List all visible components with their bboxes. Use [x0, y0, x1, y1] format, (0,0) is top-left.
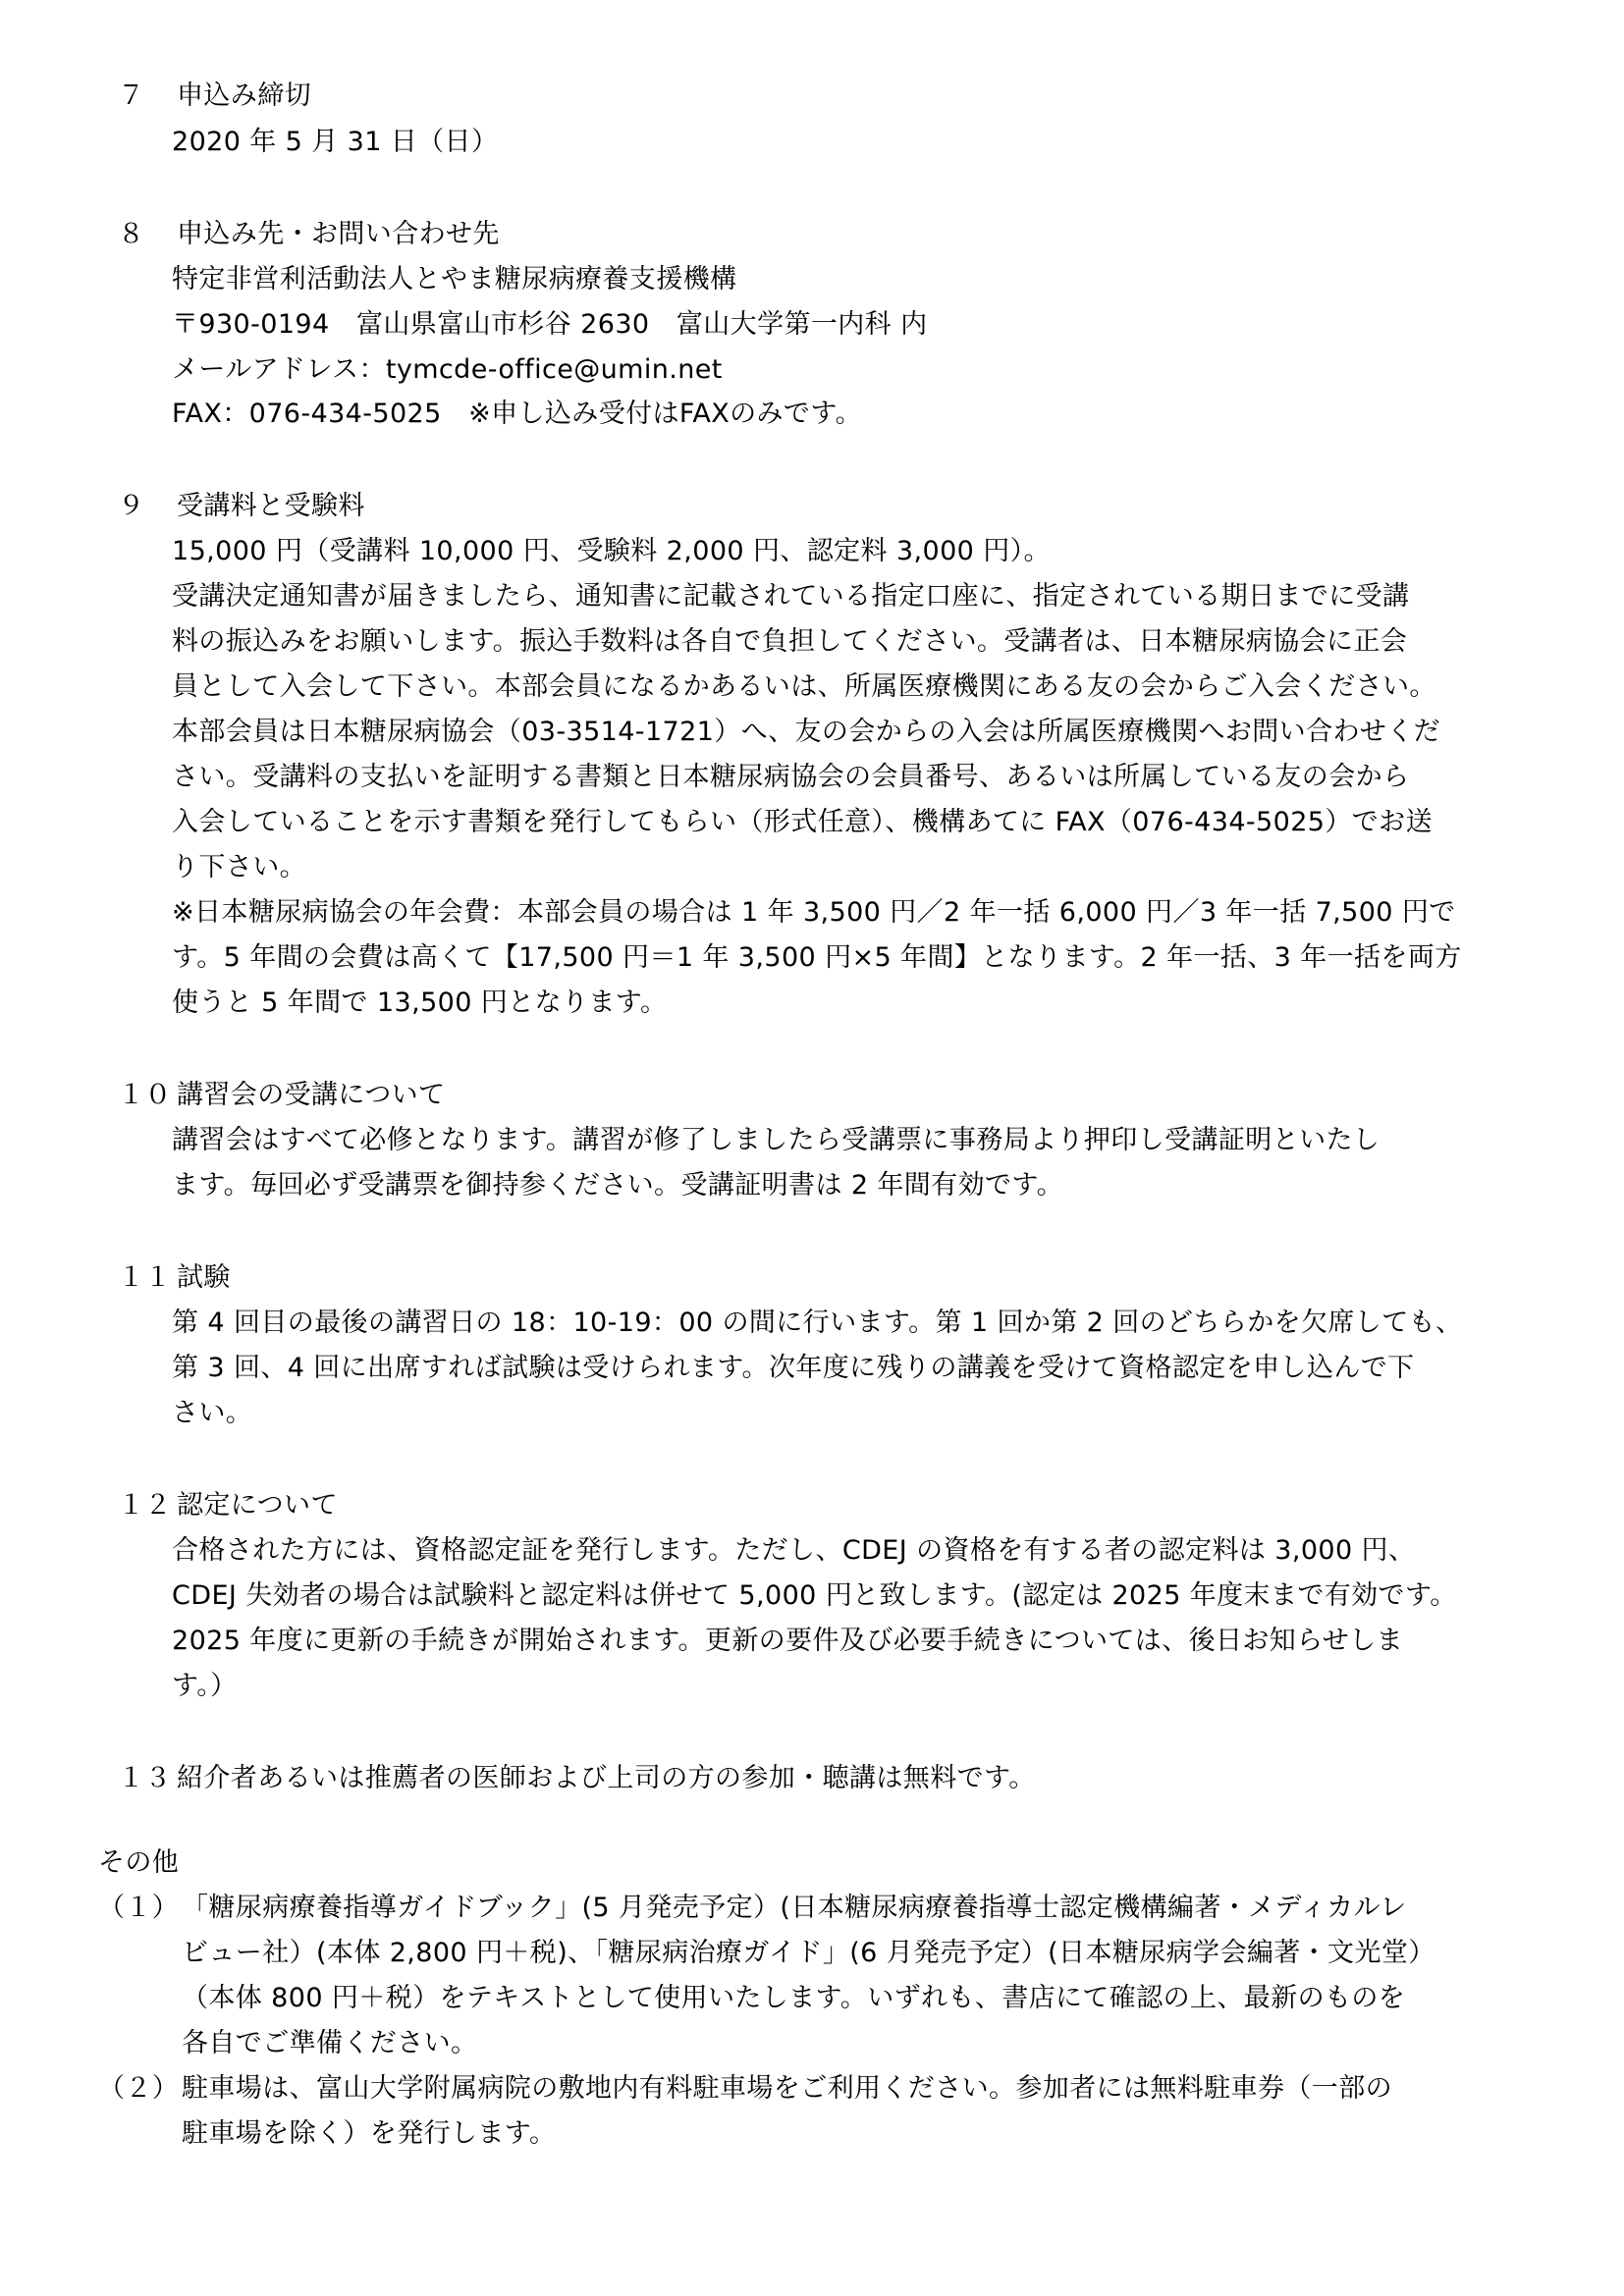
section-title: 申込み締切 — [177, 80, 311, 111]
section-number: ７ — [118, 80, 145, 111]
section-line: 2025 年度に更新の手続きが開始されます。更新の要件及び必要手続きについては、後日お知らせしま — [172, 1626, 1403, 1656]
section-line: 入会していることを示す書類を発行してもらい（形式任意）、機構あてに FAX（076-434-5025）でお送 — [172, 807, 1433, 837]
section-line: ます。毎回必ず受講票を御持参ください。受講証明書は 2 年間有効です。 — [172, 1170, 1064, 1201]
section-line: 合格された方には、資格認定証を発行します。ただし、CDEJ の資格を有する者の認定料は 3,000 円、 — [172, 1535, 1416, 1566]
section-line: 特定非営利活動法人とやま糖尿病療養支援機構 — [172, 264, 737, 294]
section-line: 講習会はすべて必修となります。講習が修了しましたら受講票に事務局より押印し受講証明といたし — [172, 1125, 1380, 1155]
section-line: 使うと 5 年間で 13,500 円となります。 — [172, 988, 668, 1018]
section-line: り下さい。 — [172, 852, 306, 882]
section-number: １２ — [118, 1490, 172, 1521]
section-title: 紹介者あるいは推薦者の医師および上司の方の参加・聴講は無料です。 — [177, 1763, 1036, 1793]
section-number: １０ — [118, 1080, 172, 1110]
section-line: 本部会員は日本糖尿病協会（03-3514-1721）へ、友の会からの入会は所属医療機関へお問い合わせくだ — [172, 717, 1441, 747]
section-line: CDEJ 失効者の場合は試験料と認定料は併せて 5,000 円と致します。(認定は 2025 年度末まで有効です。 — [172, 1580, 1457, 1611]
section-line: 2020 年 5 月 31 日（日） — [172, 127, 499, 157]
note-number: （１） — [98, 1893, 180, 1923]
section-number: １１ — [118, 1262, 172, 1293]
section-line: さい。 — [172, 1398, 253, 1428]
section-line: 第 4 回目の最後の講習日の 18：10-19：00 の間に行います。第 1 回か第 2 回のどちらかを欠席しても、 — [172, 1308, 1463, 1338]
note-line: 「糖尿病療養指導ガイドブック」(5 月発売予定）(日本糖尿病療養指導士認定機構編著・メディカルレ — [182, 1893, 1407, 1923]
section-title: 試験 — [177, 1262, 231, 1293]
section-line: 料の振込みをお願いします。振込手数料は各自で負担してください。受講者は、日本糖尿病協会に正会 — [172, 626, 1408, 657]
note-line: 各自でご準備ください。 — [182, 2028, 478, 2058]
section-title: 受講料と受験料 — [177, 491, 365, 521]
note-line: ビュー社）(本体 2,800 円＋税)、「糖尿病治療ガイド」(6 月発売予定）(日本糖尿病学会編著・文光堂） — [182, 1938, 1435, 1968]
other-notes-title: その他 — [98, 1847, 180, 1878]
section-line: 員として入会して下さい。本部会員になるかあるいは、所属医療機関にある友の会からご入会ください。 — [172, 671, 1436, 702]
section-title: 講習会の受講について — [177, 1080, 446, 1110]
section-number: ９ — [118, 491, 145, 521]
note-line: 駐車場を除く）を発行します。 — [182, 2118, 557, 2149]
section-line: 受講決定通知書が届きましたら、通知書に記載されている指定口座に、指定されている期日までに受講 — [172, 581, 1410, 612]
note-line: 駐車場は、富山大学附属病院の敷地内有料駐車場をご利用ください。参加者には無料駐車券（一部の — [182, 2073, 1392, 2104]
section-line: さい。受講料の支払いを証明する書類と日本糖尿病協会の会員番号、あるいは所属している友の会から — [172, 762, 1410, 792]
section-number: ８ — [118, 219, 145, 249]
section-title: 認定について — [177, 1490, 338, 1521]
section-line: ※日本糖尿病協会の年会費：本部会員の場合は 1 年 3,500 円／2 年一括 6,000 円／3 年一括 7,500 円で — [172, 897, 1456, 928]
section-title: 申込み先・お問い合わせ先 — [177, 219, 500, 249]
section-line: す。5 年間の会費は高くて【17,500 円＝1 年 3,500 円×5 年間】となります。2 年一括、3 年一括を両方 — [172, 942, 1462, 973]
section-line: す。） — [172, 1671, 238, 1701]
section-number: １３ — [118, 1763, 172, 1793]
section-line: 第 3 回、4 回に出席すれば試験は受けられます。次年度に残りの講義を受けて資格認定を申し込んで下 — [172, 1353, 1415, 1383]
note-number: （２） — [98, 2073, 180, 2104]
postal-address: 〒930-0194 富山県富山市杉谷 2630 富山大学第一内科 内 — [172, 309, 928, 340]
section-line: 15,000 円（受講料 10,000 円、受験料 2,000 円、認定料 3,000 円）。 — [172, 536, 1051, 566]
email-address: メールアドレス：tymcde-office@umin.net — [172, 354, 723, 385]
note-line: （本体 800 円＋税）をテキストとして使用いたします。いずれも、書店にて確認の上、最新のものを — [182, 1983, 1406, 2013]
fax-number: FAX：076-434-5025 ※申し込み受付はFAXのみです。 — [172, 399, 862, 429]
